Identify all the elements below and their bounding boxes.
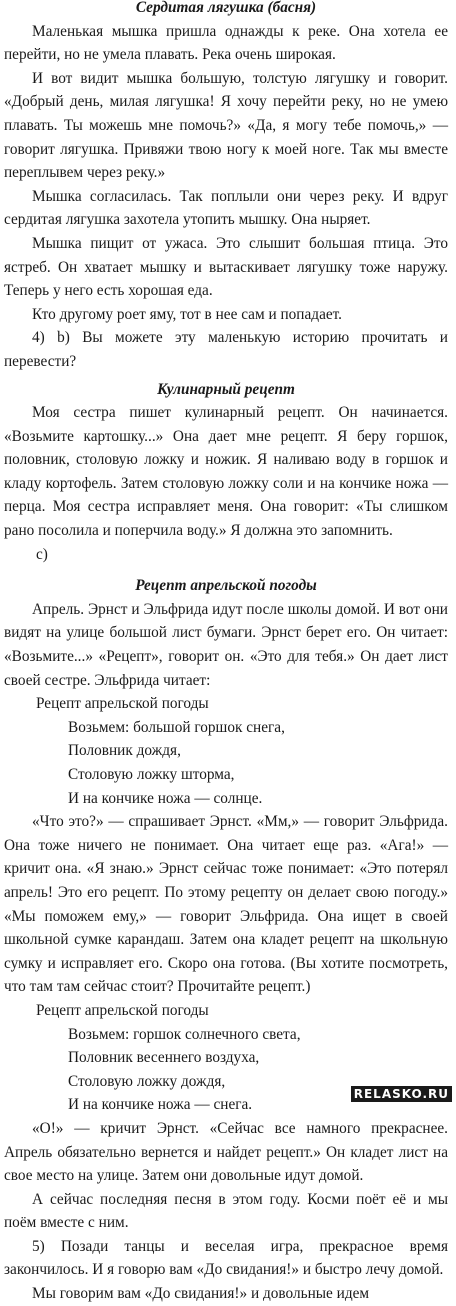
paragraph: И вот видит мышка большую, толстую лягушку и говорит. «Добрый день, милая лягушка! Я хочу перейти реку, но не умею плавать. Ты можешь мне помочь?» «Да, я могу тебе помочь,» — говорит лягушка. Привяжи твою ногу к моей ноге. Так мы вместе переплывем через реку.»: [4, 69, 448, 182]
recipe-line: Половник дождя,: [68, 742, 181, 760]
recipe-heading: Рецепт апрельской погоды: [36, 1001, 209, 1019]
recipe-line: Половник весеннего воздуха,: [68, 1049, 260, 1067]
exercise-label-c: c): [36, 545, 48, 563]
paragraph: 5) Позади танцы и веселая игра, прекрасное время закончилось. И я говорю вам «До свидания!» и быстро лечу домой.: [4, 1237, 448, 1279]
exercise-prompt: 4) b) Вы можете эту маленькую историю прочитать и перевести?: [4, 329, 448, 370]
recipe-line: Возьмем: большой горшок снега,: [68, 718, 285, 736]
site-watermark: RELASKO.RU: [351, 1086, 452, 1102]
paragraph: Моя сестра пишет кулинарный рецепт. Он начинается. «Возьмите картошку...» Она дает мне рецепт. Я беру горшок, половник, столовую ложку и ножик. Я наливаю воду в горшок и кладу кортофель. Затем столовую ложку соли и на кончике ножа — перца. Моя сестра исправляет меня. Она говорит: «Ты слишком рано посолила и поперчила воду.» Я должна это запомнить.: [4, 404, 448, 540]
paragraph: Мы говорим вам «До свидания!» и довольные идем: [32, 1285, 370, 1303]
recipe-heading: Рецепт апрельской погоды: [36, 695, 209, 713]
recipe-line: И на кончике ножа — снега.: [68, 1096, 253, 1114]
paragraph: Апрель. Эрнст и Эльфрида идут после школы домой. И вот они видят на улице большой лист бумаги. Эрнст берет его. Он читает: «Возьмите...» «Рецепт», говорит он. «Это для тебя.» Он дает лист своей сестре. Эльфрида читает:: [4, 600, 448, 689]
recipe-line: Возьмем: горшок солнечного света,: [68, 1025, 301, 1043]
paragraph: А сейчас последняя песня в этом году. Косми поёт её и мы поём вместе с ним.: [4, 1190, 448, 1232]
paragraph: Мышка пищит от ужаса. Это слышит большая птица. Это ястреб. Он хватает мышку и вытаскивает лягушку тоже наружу. Теперь у него есть хорошая еда.: [4, 234, 448, 300]
section-title-april-recipe: Рецепт апрельской погоды: [135, 577, 317, 595]
recipe-line: Столовую ложку шторма,: [68, 766, 235, 783]
moral-line: Кто другому роет яму, тот в нее сам и попадает.: [32, 305, 343, 323]
paragraph: Маленькая мышка пришла однажды к реке. Она хотела ее перейти, но не умела плавать. Река очень широкая.: [4, 22, 448, 64]
paragraph: Мышка согласилась. Так поплыли они через реку. И вдруг сердитая лягушка захотела утопить мышку. Она ныряет.: [4, 187, 448, 229]
recipe-line: Столовую ложку дождя,: [68, 1072, 226, 1090]
recipe-line: И на кончике ножа — солнце.: [68, 789, 263, 807]
paragraph: «Что это?» — спрашивает Эрнст. «Мм,» — говорит Эльфрида. Она тоже ничего не понимает. Она читает еще раз. «Ага!» — кричит она. «Я знаю.» Эрнст сейчас тоже понимает: «Это потерял апрель! Это его рецепт. По этому рецепту он делает свою погоду.» «Мы поможем ему,» — говорит Эльфрида. Она ищет в своей школьной сумке карандаш. Затем она кладет рецепт на школьную сумку и исправляет его. Скоро она готова. (Вы хотите посмотреть, что там там сейчас стоит? Прочитайте рецепт.): [4, 813, 448, 996]
section-title-fable: Сердитая лягушка (басня): [135, 0, 317, 16]
section-title-recipe: Кулинарный рецепт: [157, 380, 295, 398]
paragraph: «О!» — кричит Эрнст. «Сейчас все намного прекраснее. Апрель обязательно вернется и найдет рецепт.» Он кладет лист на свое место на улице. Затем они довольные идут домой.: [4, 1119, 448, 1185]
